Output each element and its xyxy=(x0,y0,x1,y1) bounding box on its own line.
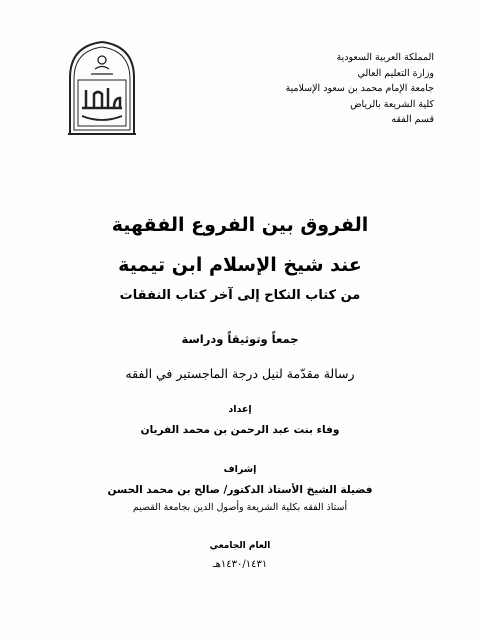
supervision-label: إشراف xyxy=(223,464,257,475)
degree-statement: رسالة مقدّمة لنيل درجة الماجستير في الفقه xyxy=(125,366,355,381)
header-line-college: كلية الشريعة بالرياض xyxy=(350,98,434,110)
preparation-label: إعداد xyxy=(228,404,252,415)
academic-year-value: ١٤٣٠/١٤٣١هـ xyxy=(212,559,268,570)
thesis-subtitle: جمعاً وتوثيقاً ودراسة xyxy=(181,332,299,346)
thesis-title-line-2: عند شيخ الإسلام ابن تيمية xyxy=(118,254,362,276)
author-name: وفاء بنت عبد الرحمن بن محمد الفريان xyxy=(140,424,340,436)
university-emblem-icon xyxy=(64,38,140,138)
header-line-university: جامعة الإمام محمد بن سعود الإسلامية xyxy=(285,83,434,94)
supervisor-description: أستاذ الفقه بكلية الشريعة وأصول الدين بجامعة القصيم xyxy=(132,502,348,513)
header-line-department: قسم الفقه xyxy=(391,114,434,125)
header-line-country: المملكة العربية السعودية xyxy=(336,52,434,63)
academic-year-label: العام الجامعي xyxy=(209,541,271,551)
header-line-ministry: وزارة التعليم العالي xyxy=(357,67,434,79)
thesis-title-line-1: الفروق بين الفروع الفقهية xyxy=(111,214,369,236)
thesis-title-line-3: من كتاب النكاح إلى آخر كتاب النفقات xyxy=(119,288,361,303)
supervisor-name: فضيلة الشيخ الأستاذ الدكتور/ صالح بن محمد الحسن xyxy=(107,484,373,496)
institution-header xyxy=(204,50,434,128)
